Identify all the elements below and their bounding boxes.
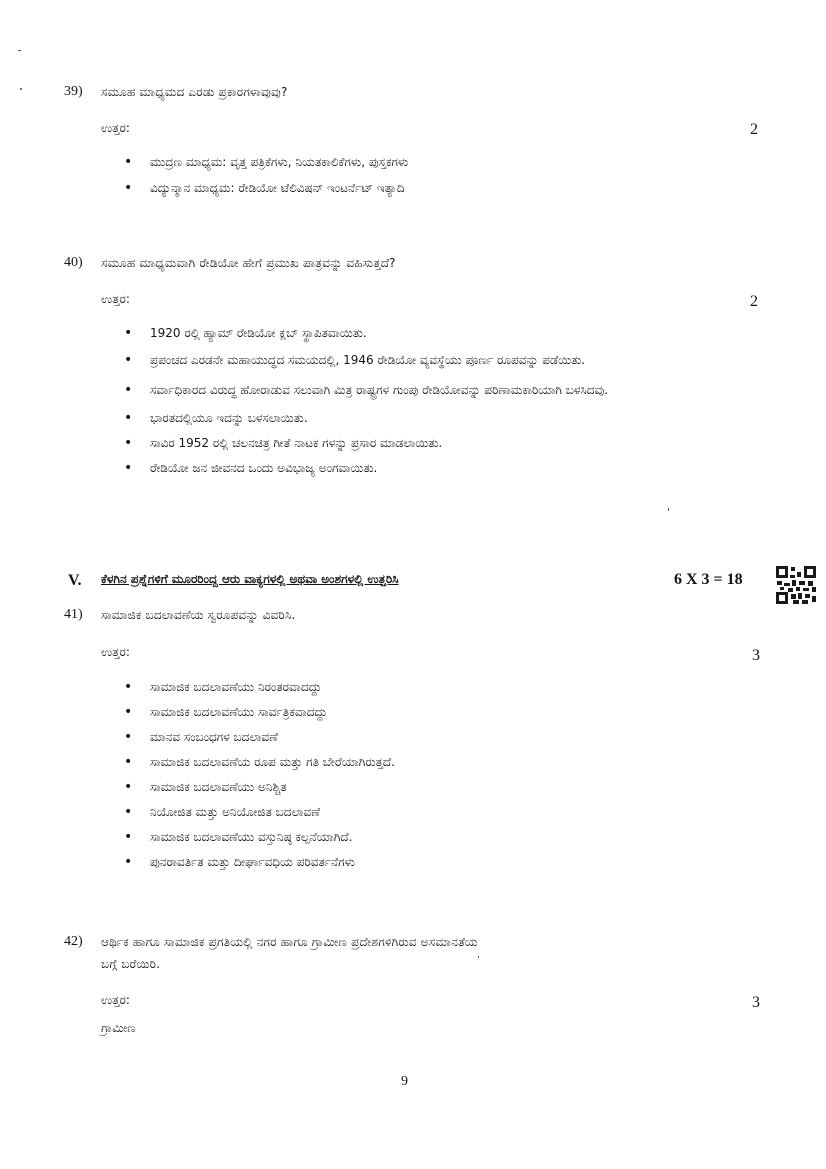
list-item: • ಸಾಮಾಜಿಕ ಬದಲಾವಣೆಯು ವಸ್ತುನಿಷ್ಠ ಕಲ್ಪನೆಯಾಗಿದೆ. [124,829,644,845]
list-item: • 1920 ರಲ್ಲಿ ಹ್ಯಾಮ್ ರೇಡಿಯೋ ಕ್ಲಬ್ ಸ್ಥಾಪಿತವಾಯಿತು. [124,325,644,341]
question-40-text: ಸಮೂಹ ಮಾಧ್ಯಮವಾಗಿ ರೇಡಿಯೋ ಹೇಗೆ ಪ್ರಮುಖ ಪಾತ್ರವನ್ನು ವಹಿಸುತ್ತದೆ? [101,256,396,270]
question-42-sub-heading: ಗ್ರಾಮೀಣ [101,1021,136,1035]
question-40-number: 40) [64,255,83,270]
page-number: 9 [401,1074,408,1089]
question-41-text: ಸಾಮಾಜಿಕ ಬದಲಾವಣೆಯ ಸ್ವರೂಪವನ್ನು ವಿವರಿಸಿ. [101,608,296,622]
list-item: • ಸಾಮಾಜಿಕ ಬದಲಾವಣೆಯು ನಿರಂತರವಾದದ್ದು [124,679,644,695]
scan-speck [668,508,669,511]
question-41-marks: 3 [752,647,760,664]
list-item: • ನಿಯೋಜಿತ ಮತ್ತು ಅನಿಯೋಜಿತ ಬದಲಾವಣೆ [124,804,644,820]
list-item: • ಸರ್ವಾಧಿಕಾರದ ವಿರುದ್ಧ ಹೋರಾಡುವ ಸಲುವಾಗಿ ಮಿತ್ರ ರಾಷ್ಟ್ರಗಳ ಗುಂಪು ರೇಡಿಯೋವನ್ನು ಪರಿಣಾಮಕಾರಿಯಾಗಿ ಬಳಸಿದವು. [124,380,644,401]
question-40-answer-list [124,325,644,476]
question-39-number: 39) [64,84,83,99]
list-item: • ಸಾವಿರ 1952 ರಲ್ಲಿ ಚಲನಚಿತ್ರ ಗೀತೆ ನಾಟಕ ಗಳನ್ನು ಪ್ರಸಾರ ಮಾಡಲಾಯಿತು. [124,435,644,451]
question-41-number: 41) [64,607,83,622]
list-item: • ಭಾರತದಲ್ಲಿಯೂ ಇದನ್ನು ಬಳಸಲಾಯಿತು. [124,410,644,426]
scan-speck [18,50,21,51]
question-40-answer-label: ಉತ್ತರ: [101,292,130,306]
scan-speck [20,88,22,90]
question-42-answer-label: ಉತ್ತರ: [101,993,130,1007]
scan-speck [478,956,479,958]
list-item: • ಸಾಮಾಜಿಕ ಬದಲಾವಣೆಯ ರೂಪ ಮತ್ತು ಗತಿ ಬೇರೆಯಾಗಿರುತ್ತದೆ. [124,754,644,770]
question-39-marks: 2 [750,121,758,138]
question-39-text: ಸಮೂಹ ಮಾಧ್ಯಮದ ಎರಡು ಪ್ರಕಾರಗಳಾವುವು? [101,85,288,99]
list-item: • ಸಾಮಾಜಿಕ ಬದಲಾವಣೆಯು ಸಾರ್ವತ್ರಿಕವಾದದ್ದು [124,704,644,720]
qr-code-icon [776,566,816,604]
section-title: ಕೆಳಗಿನ ಪ್ರಶ್ನೆಗಳಿಗೆ ಮೂರರಿಂದ್ದ ಆರು ವಾಕ್ಯಗಳಲ್ಲಿ ಅಥವಾ ಅಂಶಗಳಲ್ಲಿ ಉತ್ತರಿಸಿ [101,572,399,586]
question-42-text-line-2: ಬಗ್ಗೆ ಬರೆಯಿರಿ. [101,957,161,971]
list-item: • ರೇಡಿಯೋ ಜನ ಜೀವನದ ಒಂದು ಅವಿಭಾಜ್ಯ ಅಂಗವಾಯಿತು. [124,460,644,476]
list-item: • ಮುದ್ರಣ ಮಾಧ್ಯಮ: ವೃತ್ತ ಪತ್ರಿಕೆಗಳು, ನಿಯತಕಾಲಿಕೆಗಳು, ಪುಸ್ತಕಗಳು [124,154,644,170]
question-42-marks: 3 [752,994,760,1011]
section-roman-numeral: V. [68,572,82,589]
list-item: • ಪುನರಾವರ್ತಿತ ಮತ್ತು ದೀರ್ಘಾವಧಿಯ ಪರಿವರ್ತನೆಗಳು [124,854,644,870]
question-42-number: 42) [64,934,83,949]
question-39-answer-label: ಉತ್ತರ: [101,121,130,135]
question-40-marks: 2 [750,293,758,310]
list-item: • ವಿದ್ಯುನ್ಮಾನ ಮಾಧ್ಯಮ: ರೇಡಿಯೋ ಟೆಲಿವಿಷನ್ ಇಂಟರ್ನೆಟ್ ಇತ್ಯಾದಿ [124,180,644,196]
list-item: • ಪ್ರಪಂಚದ ಎರಡನೇ ಮಹಾಯುದ್ಧದ ಸಮಯದಲ್ಲಿ, 1946 ರೇಡಿಯೋ ವ್ಯವಸ್ಥೆಯು ಪೂರ್ಣ ರೂಪವನ್ನು ಪಡೆಯಿತು. [124,350,644,371]
question-41-answer-label: ಉತ್ತರ: [101,645,130,659]
question-42-text-line-1: ಆರ್ಥಿಕ ಹಾಗೂ ಸಾಮಾಜಿಕ ಪ್ರಗತಿಯಲ್ಲಿ ನಗರ ಹಾಗೂ ಗ್ರಾಮೀಣ ಪ್ರದೇಶಗಳಿಗಿರುವ ಅಸಮಾನತೆಯ [101,935,478,949]
question-39-answer-list [124,154,644,196]
section-marks: 6 X 3 = 18 [674,571,743,588]
question-41-answer-list [124,679,644,870]
list-item: • ಸಾಮಾಜಿಕ ಬದಲಾವಣೆಯು ಅನಿಶ್ಚಿತ [124,779,644,795]
list-item: • ಮಾನವ ಸಂಬಂಧಗಳ ಬದಲಾವಣೆ [124,729,644,745]
